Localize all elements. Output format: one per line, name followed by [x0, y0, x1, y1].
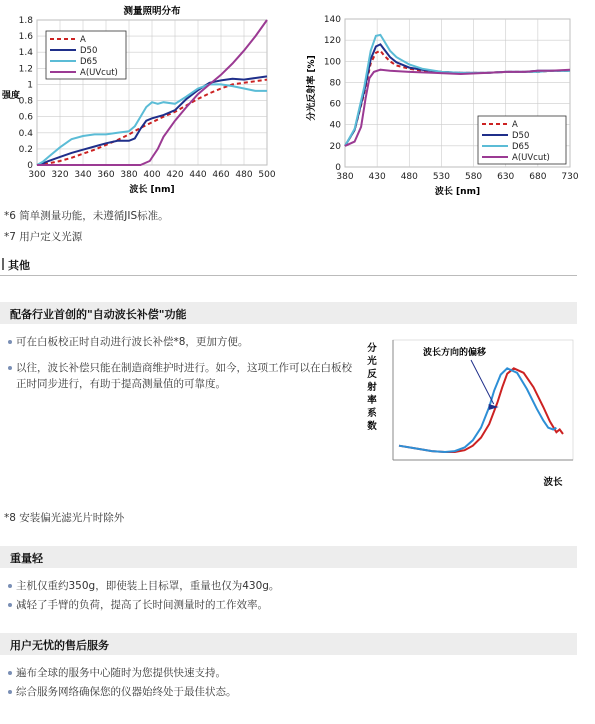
y-axis-label-char: 射 — [367, 382, 377, 393]
footnote-7: *7 用户定义光源 — [4, 231, 83, 243]
x-tick-label: 730 — [561, 172, 579, 182]
x-tick-label: 440 — [189, 170, 207, 180]
legend-label: D50 — [512, 131, 530, 141]
y-tick-label: 1.6 — [18, 32, 33, 43]
x-tick-label: 460 — [212, 170, 230, 180]
list-item — [8, 684, 568, 700]
legend-label: D65 — [512, 142, 530, 152]
illumination-distribution-chart — [0, 0, 285, 205]
x-tick-label: 380 — [336, 172, 354, 182]
chart-title: 测量照明分布 — [123, 6, 181, 17]
section-light-weight-title: 重量轻 — [10, 552, 43, 565]
list-item-text: 可在白板校正时自动进行波长补偿*8，更加方便。 — [16, 336, 249, 348]
y-axis-label-char: 系 — [367, 408, 377, 419]
bullet-icon — [8, 690, 12, 694]
legend-label: D50 — [80, 46, 98, 56]
section-service-title: 用户无忧的售后服务 — [10, 639, 109, 652]
y-tick-label: 40 — [329, 120, 341, 131]
section-light-weight — [0, 546, 577, 568]
bullet-icon — [8, 340, 12, 344]
y-tick-label: 80 — [329, 78, 341, 89]
y-axis-label-char: 数 — [367, 421, 377, 432]
list-item-text: 以往，波长补偿只能在制造商维护时进行。如今，这项工作可以在白板校正时同步进行，有助于提高测量值的可靠度。 — [16, 362, 352, 390]
list-item — [8, 360, 353, 392]
section-auto-wavelength — [0, 302, 577, 324]
list-item — [8, 597, 568, 613]
list-item — [8, 665, 568, 681]
x-tick-label: 400 — [143, 170, 161, 180]
list-item — [8, 334, 353, 350]
x-tick-label: 680 — [529, 172, 547, 182]
bullet-icon — [8, 366, 12, 370]
y-tick-label: 0.2 — [18, 144, 33, 155]
x-tick-label: 480 — [400, 172, 418, 182]
section-auto-wavelength-title: 配备行业首创的"自动波长补偿"功能 — [10, 308, 187, 321]
x-tick-label: 500 — [258, 170, 276, 180]
section-divider — [0, 275, 577, 276]
y-axis-label-char: 分 — [367, 343, 377, 354]
spectral-reflectance-chart — [300, 0, 595, 205]
y-axis-label: 分光反射率 [%] — [307, 55, 317, 121]
y-tick-label: 140 — [323, 15, 341, 25]
legend-label: A — [512, 120, 518, 130]
legend-label: A — [80, 35, 86, 45]
x-tick-label: 630 — [497, 172, 515, 182]
x-tick-label: 420 — [166, 170, 184, 180]
x-tick-label: 480 — [235, 170, 253, 180]
y-tick-label: 0.6 — [18, 112, 33, 123]
bullet-icon — [8, 671, 12, 675]
x-tick-label: 530 — [432, 172, 451, 182]
y-tick-label: 20 — [329, 141, 341, 152]
y-tick-label: 0 — [27, 161, 33, 171]
legend-label: D65 — [80, 57, 98, 67]
shift-annotation: 波长方向的偏移 — [423, 348, 487, 358]
footnote-8: *8 安装偏光滤光片时除外 — [4, 512, 125, 524]
x-tick-label: 340 — [74, 170, 92, 180]
x-tick-label: 380 — [120, 170, 138, 180]
bullet-icon — [8, 584, 12, 588]
x-tick-label: 300 — [28, 170, 46, 180]
y-tick-label: 1 — [27, 80, 33, 91]
section-other-title: 其他 — [8, 259, 30, 272]
y-tick-label: 60 — [329, 99, 341, 110]
x-tick-label: 580 — [464, 172, 483, 182]
bullet-icon — [8, 603, 12, 607]
y-axis-label-char: 率 — [367, 395, 377, 406]
y-axis-label-char: 光 — [367, 356, 377, 367]
x-axis-label: 波长 [nm] — [434, 187, 481, 197]
y-tick-label: 0.8 — [18, 96, 33, 107]
list-item-text: 主机仅重约350g，即使装上目标罩，重量也仅为430g。 — [16, 580, 280, 592]
y-axis-label-char: 反 — [367, 369, 377, 380]
y-tick-label: 1.2 — [18, 64, 33, 75]
y-axis-label: 强度 — [2, 91, 21, 101]
x-axis-label: 波长 [nm] — [129, 185, 175, 195]
y-tick-label: 100 — [323, 57, 341, 68]
wavelength-shift-diagram — [360, 335, 585, 490]
x-tick-label: 430 — [368, 172, 386, 182]
y-tick-label: 0.4 — [18, 128, 33, 139]
x-tick-label: 320 — [51, 170, 69, 180]
list-item-text: 减轻了手臂的负荷，提高了长时间测量时的工作效率。 — [16, 599, 268, 611]
y-tick-label: 1.8 — [18, 16, 33, 26]
list-item — [8, 578, 568, 594]
legend-label: A(UVcut) — [80, 68, 118, 78]
legend-label: A(UVcut) — [512, 153, 550, 163]
plot-frame — [393, 340, 573, 460]
section-service — [0, 633, 577, 655]
x-tick-label: 360 — [97, 170, 115, 180]
y-tick-label: 0 — [335, 163, 341, 173]
y-tick-label: 120 — [323, 36, 341, 47]
list-item-text: 综合服务网络确保您的仪器始终处于最佳状态。 — [16, 686, 237, 698]
y-tick-label: 1.4 — [18, 48, 33, 59]
list-item-text: 遍布全球的服务中心随时为您提供快速支持。 — [16, 667, 226, 679]
x-axis-label: 波长 — [543, 477, 563, 488]
footnote-6: *6 简单测量功能，未遵循JIS标准。 — [4, 210, 169, 222]
